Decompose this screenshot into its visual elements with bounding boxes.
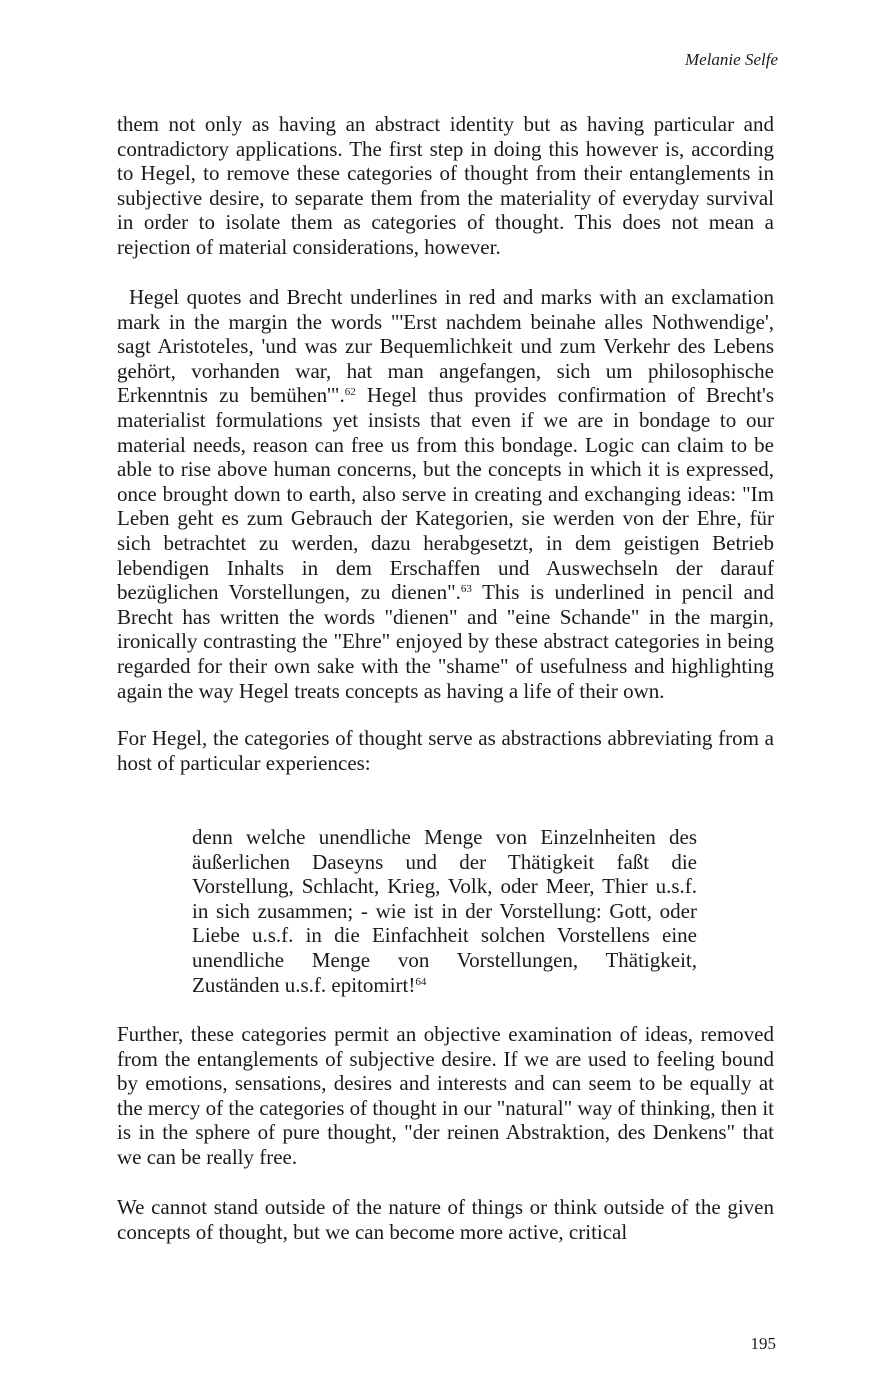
paragraph-2-part-b: Hegel thus provides confirmation of Brecht's materialist formulations yet insists that even if we are in bondage to our material needs, reason can free us from this bondage. Logic can claim to be able to rise above human concerns, but the concepts in which it is expressed, once brought down to earth, also serve in creating and exchanging ideas: "Im Leben geht es zum Gebrauch der Kategorien, sie werden von der Ehre, für sich betrachtet zu werden, dazu herabgesetzt, in dem geistigen Betrieb lebendigen Inhalts in dem Erschaffen und Auswechseln der darauf bezüglichen Vorstellungen, zu dienen". (117, 383, 774, 605)
page-number: 195 (750, 1334, 776, 1353)
paragraph-2 (117, 285, 774, 703)
footnote-ref-62: 62 (344, 386, 356, 399)
footnote-ref-64: 64 (415, 975, 427, 988)
paragraph-3: For Hegel, the categories of thought serve as abstractions abbreviating from a host of particular experiences: (117, 726, 774, 775)
paragraph-5: We cannot stand outside of the nature of things or think outside of the given concepts of thought, but we can become more active, critical (117, 1195, 774, 1244)
paragraph-4: Further, these categories permit an objective examination of ideas, removed from the entanglements of subjective desire. If we are used to feeling bound by emotions, sensations, desires and interests and can seem to be equally at the mercy of the categories of thought in our "natural" way of thinking, then it is in the sphere of pure thought, "der reinen Abstraktion, des Denkens" that we can be really free. (117, 1022, 774, 1169)
paragraph-2-part-a: Hegel quotes and Brecht underlines in red and marks with an exclamation mark in the margin the words "'Erst nachdem beinahe alles Nothwendige', sagt Aristoteles, 'und was zur Bequemlichkeit und zum Verkehr des Lebens gehört, vorhanden war, hat man angefangen, sich um philosophische Erkenntnis zu bemühen'". (117, 285, 774, 408)
footnote-ref-63: 63 (460, 582, 472, 595)
running-head: Melanie Selfe (685, 50, 778, 69)
paragraph-1: them not only as having an abstract identity but as having particular and contradictory applications. The first step in doing this however is, according to Hegel, to remove these categories of thought from their entanglements in subjective desire, to separate them from the materiality of everyday survival in order to isolate them as categories of thought. This does not mean a rejection of material considerations, however. (117, 112, 774, 259)
block-quote (192, 825, 697, 997)
block-quote-text: denn welche unendliche Menge von Einzelnheiten des äußerlichen Daseyns und der Thätigkeit faßt die Vorstellung, Schlacht, Krieg, Volk, oder Meer, Thier u.s.f. in sich zusammen; - wie ist in der Vorstellung: Gott, oder Liebe u.s.f. in die Einfachheit solchen Vorstellens eine unendliche Menge von Vorstellungen, Thätigkeit, Zuständen u.s.f. epitomirt! (192, 825, 697, 997)
paragraph-2-part-c: This is underlined in pencil and Brecht has written the words "dienen" and "eine Schande" in the margin, ironically contrasting the "Ehre" enjoyed by these abstract categories in being regarded for their own sake with the "shame" of usefulness and highlighting again the way Hegel treats concepts as having a life of their own. (117, 580, 775, 703)
